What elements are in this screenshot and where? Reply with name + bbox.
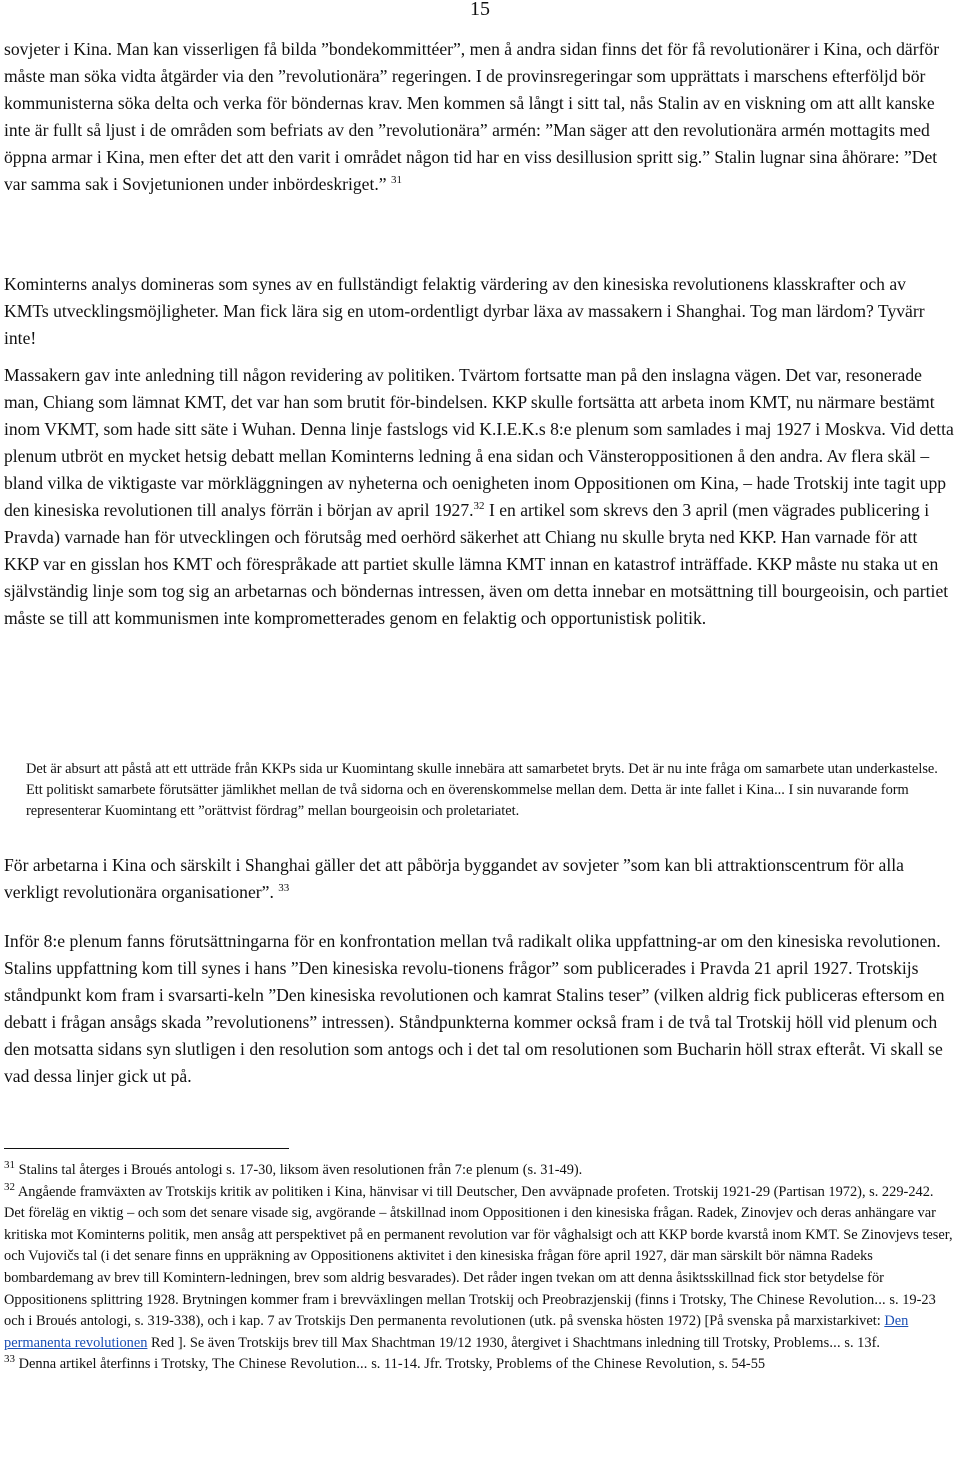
- title-pravda: Pravda: [4, 527, 55, 547]
- footnote-31: [4, 1160, 954, 1182]
- footnote-text: Trotskij 1921-29 (Partisan 1972), s. 229-242. Det föreläg en viktig – och som det senare visade sig, avgörande – åtskillnad inom Oppositionen i den kinesiska frågan. Radek, Zinovjev och deras anhängare var kritiska mot Kominterns politik, men ansåg att perspektivet på en permanent revolution var för våghalsigt och att KKP borde kvarstå inom KMT. Se Zinovjevs teser, och Vujovičs tal (i det senare finns en uppräkning av Oppositionens aktivitet i den kinesiska frågan före april 1927, där man särskilt bör nämna Radeks bombardemang av brev till Komintern-ledningen, brev som aldrig besvarades). Det råder ingen tvekan om att denna åsiktsskillnad fick stor betydelse för Oppositionens splittring 1928. Brytningen kommer fram i brevväxlingen mellan Trotskij och Preobrazjenskij (finns i Trotsky,: [4, 1183, 953, 1308]
- paragraph-text: I en artikel som skrevs den 3 april (men vägrades publicering i: [484, 500, 930, 520]
- paragraph-text: 21 april 1927. Trotskijs ståndpunkt kom fram i svarsarti-keln ”Den kinesiska revolutionen och kamrat Stalins teser” (vilken aldrig fick publiceras eftersom en debatt i frågan ansågs skada ”revolutionens” intressen). Ståndpunkterna kommer också fram i de två tal Trotskij höll vid plenum och den motsatta sidans syn slutligen i den resolution som antogs och i det tal om resolutionen som Bucharin höll strax efteråt. Vi skall se vad dessa linjer gick ut på.: [4, 958, 945, 1086]
- block-quote: Det är absurt att påstå att ett utträde från KKPs sida ur Kuomintang skulle innebära att samarbetet bryts. Det är nu inte fråga om samarbete utan underkastelse. Ett politiskt samarbete förutsätter jämlikhet mellan de två sidorna och en överenskommelse mellan dem. Detta är inte fallet i Kina... I sin nuvarande form representerar Kuomintang ett ”orättvist fördrag” mellan bourgeoisin och proletariatet.: [26, 761, 938, 819]
- title-pravda: Pravda: [699, 958, 750, 978]
- paragraph-stalin-speech: [4, 36, 954, 198]
- paragraph-text: sovjeter i Kina. Man kan visserligen få bilda ”bondekommittéer”, men å andra sidan finns det för få revolutionärer i Kina, och därför måste man söka vidta åtgärder via den ”revolutionära” regeringen. I de provinsregeringar som upprättats i marschens efterföljd bör kommunisterna söka delta och verka för böndernas krav. Men kommen så långt i sitt tal, nås Stalin av en viskning om att allt kanske inte är fullt så ljust i de områden som befriats av den ”revolutionära” armén: ”Man säger att den revolutionära armén mottagits med öppna armar i Kina, men efter det att den varit i området någon tid har en viss desillusion spritt sig.” Stalin lugnar sina åhörare: ”Det var samma sak i Sovjetunionen under inbördeskriget.”: [4, 39, 940, 194]
- paragraph-eighth-plenum: [4, 928, 954, 1090]
- paragraph-text: Inför 8:e plenum fanns förutsättningarna för en konfrontation mellan två radikalt olika uppfattning-ar om den kinesiska revolutionen. Stalins uppfattning kom till synes i hans ”Den kinesiska revolu-tionens frågor” som publicerades i: [4, 931, 941, 978]
- paragraph-text: För arbetarna i Kina och särskilt i Shanghai gäller det att påbörja byggandet av sovjeter ”som kan bli attraktionscentrum för alla verkligt revolutionära organisationer”.: [4, 855, 904, 902]
- book-title: Den avväpnade profeten.: [521, 1183, 671, 1200]
- footnote-32: [4, 1182, 954, 1355]
- page-number: 15: [470, 0, 490, 20]
- footnote-number: 32: [4, 1180, 15, 1193]
- footnote-text: Red ]. Se även Trotskijs brev till Max Shachtman 19/12 1930, återgivet i Shachtmans inledning till Trotsky,: [147, 1334, 774, 1351]
- footnotes: [4, 1160, 954, 1376]
- footnote-ref-32[interactable]: 32: [473, 500, 485, 513]
- paragraph-text: Massakern gav inte anledning till någon revidering av politiken. Tvärtom fortsatte man på den inslagna vägen. Det var, resonerade man, Chiang som lämnat KMT, det var han som brutit för-bindelsen. KKP skulle fortsätta att arbeta inom KMT, nu närmare bestämt inom VKMT, som hade sitt säte i Wuhan. Denna linje fastslogs vid K.I.E.K.s 8:e plenum som samlades i maj 1927 i Moskva. Vid detta plenum utbröt en mycket hetsig debatt mellan Kominterns ledning å ena sidan och Vänsteroppositionen å den andra. Av flera skäl – bland vilka de viktigaste var mörkläggningen av nyheterna och oenigheten inom Oppositionen om Kina, – hade Trotskij inte tagit upp den kinesiska revolutionen till analys förrän i början av april 1927.: [4, 365, 954, 520]
- footnote-number: 31: [4, 1159, 15, 1172]
- footnote-text: s. 11-14. Jfr. Trotsky,: [367, 1356, 497, 1373]
- book-title: Den permanenta revolutionen: [349, 1313, 526, 1330]
- footnote-text: Stalins tal återges i Broués antologi s. 17-30, liksom även resolutionen från 7:e plenum (s. 31-49).: [18, 1162, 583, 1178]
- book-title: Problems...: [773, 1334, 841, 1351]
- link-permanenta-revolutionen[interactable]: Den permanenta revolutionen: [4, 1313, 909, 1351]
- footnote-text: , s. 54-55: [711, 1356, 766, 1373]
- footnote-text: s. 13f.: [840, 1334, 880, 1351]
- footnote-text: Denna artikel återfinns i Trotsky,: [18, 1356, 212, 1373]
- footnote-separator: [4, 1148, 289, 1149]
- paragraph-massacre: [4, 362, 954, 632]
- footnote-ref-33[interactable]: 33: [278, 882, 290, 895]
- paragraph-komintern-analysis: Kominterns analys domineras som synes av en fullständigt felaktig värdering av den kinesiska revolutionens klasskrafter och av KMTs utvecklingsmöjligheter. Man fick lära sig en utom-ordentligt dyrbar läxa av massakern i Shanghai. Tog man lärdom? Tyvärr inte!: [4, 274, 925, 348]
- book-title: The Chinese Revolution...: [730, 1291, 886, 1308]
- footnote-text: (utk. på svenska hösten 1972) [På svenska på marxistarkivet:: [525, 1313, 885, 1330]
- book-title: The Chinese Revolution...: [211, 1356, 368, 1373]
- paragraph-soviets: [4, 852, 954, 906]
- footnote-text: Angående framväxten av Trotskijs kritik av politiken i Kina, hänvisar vi till Deutscher,: [17, 1183, 522, 1200]
- footnote-33: [4, 1354, 954, 1376]
- footnote-ref-31[interactable]: 31: [390, 174, 402, 187]
- paragraph-text: ) varnade han för utvecklingen och förutsåg med oerhörd säkerhet att Chiang nu skulle bryta ned KKP. Han varnade för att KKP var en gisslan hos KMT och förespråkade att partiet skulle lämna KMT innan en katastrof inträffade. KKP måste nu staka ut en självständig linje som tog sig an arbetarnas och böndernas intressen, även om detta innebar en motsättning till bourgeoisin, och partiet måste se till att kommunismen inte komprometterades genom en felaktig och opportunistisk politik.: [4, 527, 949, 628]
- footnote-number: 33: [4, 1353, 15, 1366]
- footnote-text: s. 19-23 och i Broués antologi, s. 319-338), och i kap. 7 av Trotskijs: [4, 1291, 936, 1330]
- book-title: Problems of the Chinese Revolution: [496, 1356, 712, 1373]
